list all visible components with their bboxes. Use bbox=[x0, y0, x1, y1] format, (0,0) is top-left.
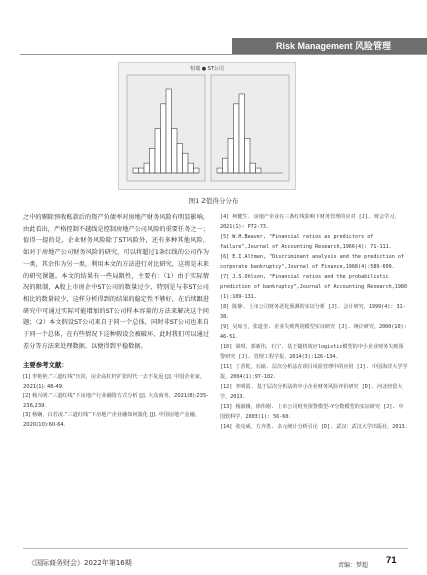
histogram-bar bbox=[217, 168, 223, 173]
reference-item: [11] 丁香乾，石硕. 层次分析法在项目风险管理中的应用 [J]. 中国海洋大学学报，2004(1):97-102. bbox=[220, 364, 408, 380]
histogram-bar bbox=[177, 143, 183, 173]
histogram-bar bbox=[155, 129, 161, 173]
editor-credit: 责编：梦超 bbox=[338, 562, 369, 569]
histogram-bar bbox=[256, 168, 262, 173]
reference-item: [4] 柯健生. 房地产企业在三条红线影响下财务管理的应对 [J]. 财会学习，2021(1): P72-73. bbox=[220, 214, 400, 230]
reference-item: [3] 杨娴，白若凌.“三道红线”下房地产企业融如何演化 [J]. 中国房地产金融，2020(10):60-64. bbox=[23, 412, 200, 428]
section-header-bar bbox=[232, 38, 427, 54]
reference-item: [14] 张亮威，方齐勇. 多元统计分析引论 [D]. 武汉：武汉大学出版社，2013. bbox=[220, 424, 408, 430]
histogram-chart bbox=[119, 63, 295, 189]
histogram-bar bbox=[144, 163, 150, 173]
header-rule bbox=[20, 54, 427, 55]
page-number: 71 bbox=[386, 555, 397, 566]
references-heading: 主要参考文献： bbox=[23, 361, 68, 370]
reference-item: [6] E.I.Altman, "Discriminant analysis and the prediction of corporate bankruptcy",Journal of Finance,1968(4):589-609. bbox=[220, 254, 408, 270]
histogram-bar bbox=[139, 168, 145, 173]
histogram-bar bbox=[228, 138, 234, 173]
reference-item: [2] 杨兴明.“三道红线”下房地产行业融资方式分析 [J]. 大众商务，2021(8):235-236,239. bbox=[23, 393, 209, 409]
reference-item: [12] 李明霞. 基于层次分析法的中小企业财务风险评价研究 [D]. 河北经贸大学，2013. bbox=[220, 384, 403, 400]
histogram-bar bbox=[183, 153, 189, 173]
histogram-bar bbox=[234, 104, 240, 173]
histogram-bar bbox=[245, 138, 251, 173]
figure-caption: 图1 Z值得分分布 bbox=[188, 197, 239, 205]
histogram-bar bbox=[133, 168, 139, 173]
body-paragraph: 之中的剔除预收账款后的资产负债率对房地产财务风险有明显影响，由此看出，严格控制不越线是控制房地产公司风险的重要任务之一；值得一提的是，企业财务风险除了ST风险外，还有多种其他风险，如对于房地产公司财务风险的研究，可以将超过1条红线的公司作为一类，其余作为另一类，利用本文的方法进行对比研究，这将是未来的研究课题。本文的结果有一些局限性，主要有：（1）由于实际情况的限制，A股上市房企中ST公司的数量过少，特别是与非ST公司相比的数量较少，这样分析得到的结果的稳定性不够好，在后续跟进研究中可通过实际可能增加的ST公司样本容量的方法来解决这个问题；（2）本文假设ST公司来自于同一个总体，同时非ST公司也来自于同一个总体，在有些情况下这种假设会被破坏，此时我们可以通过差分等方法来处理数据，以便得到平稳数据。 bbox=[23, 214, 209, 350]
reference-item: [7] J.S.Ohlson, "Financial ratios and the probabilistic prediction of bankruptcy",Journal of Accounting Research,1980 (1):109-131. bbox=[220, 274, 411, 300]
reference-item: [5] W.H.Beaver, "Financial ratios as predictors of failure",Journal of Accounting Research,1966(4): 71-111. bbox=[220, 234, 392, 250]
reference-list-left bbox=[23, 373, 209, 430]
figure-panel bbox=[118, 62, 296, 190]
figure-inner-title: 恒瑞 ● ST公司 bbox=[190, 66, 224, 72]
left-column bbox=[23, 212, 209, 430]
histogram-bar bbox=[172, 129, 178, 173]
journal-name: 《国际商务财会》2022年第16期 bbox=[28, 559, 132, 567]
right-column bbox=[220, 212, 411, 432]
histogram-bar bbox=[194, 168, 200, 173]
section-label: Risk Management 风险管理 bbox=[276, 41, 392, 51]
histogram-bar bbox=[239, 94, 245, 173]
histogram-bar bbox=[250, 163, 256, 173]
histogram-bar bbox=[188, 163, 194, 173]
reference-item: [10] 梁琪，郭新伟，石宁. 基于随机效应logistic模型的中小企业财务失败预警研究 [J]. 管理工程学报，2014(3):126-134. bbox=[220, 344, 404, 360]
reference-item: [1] 李艳艳.“三道红线”压顶，房企高杠杆扩张时代一去不复返 [J]. 中国企业家，2021(1): 46-49. bbox=[23, 374, 206, 390]
reference-list-right bbox=[220, 212, 411, 432]
reference-item: [8] 陈静. 上市公司财务恶化预测的实证分析 [J]. 会计研究，1999(4): 31-38. bbox=[220, 304, 406, 320]
histogram-bar bbox=[223, 158, 229, 173]
reference-item: [13] 杨淑娥，徐伟刚. 上市公司财务预警模型—Y分数模型的实证研究 [J]. 中国软科学，2003(1): 56-60. bbox=[220, 404, 404, 420]
histogram-bar bbox=[166, 89, 172, 173]
footer-rule bbox=[23, 548, 408, 549]
histogram-bar bbox=[150, 148, 156, 173]
histogram-bar bbox=[161, 104, 167, 173]
reference-item: [9] 吴琼玉，张道奎. 企业失败判别模型实证研究 [J]. 统计研究，2000(10): 46-51. bbox=[220, 324, 410, 340]
